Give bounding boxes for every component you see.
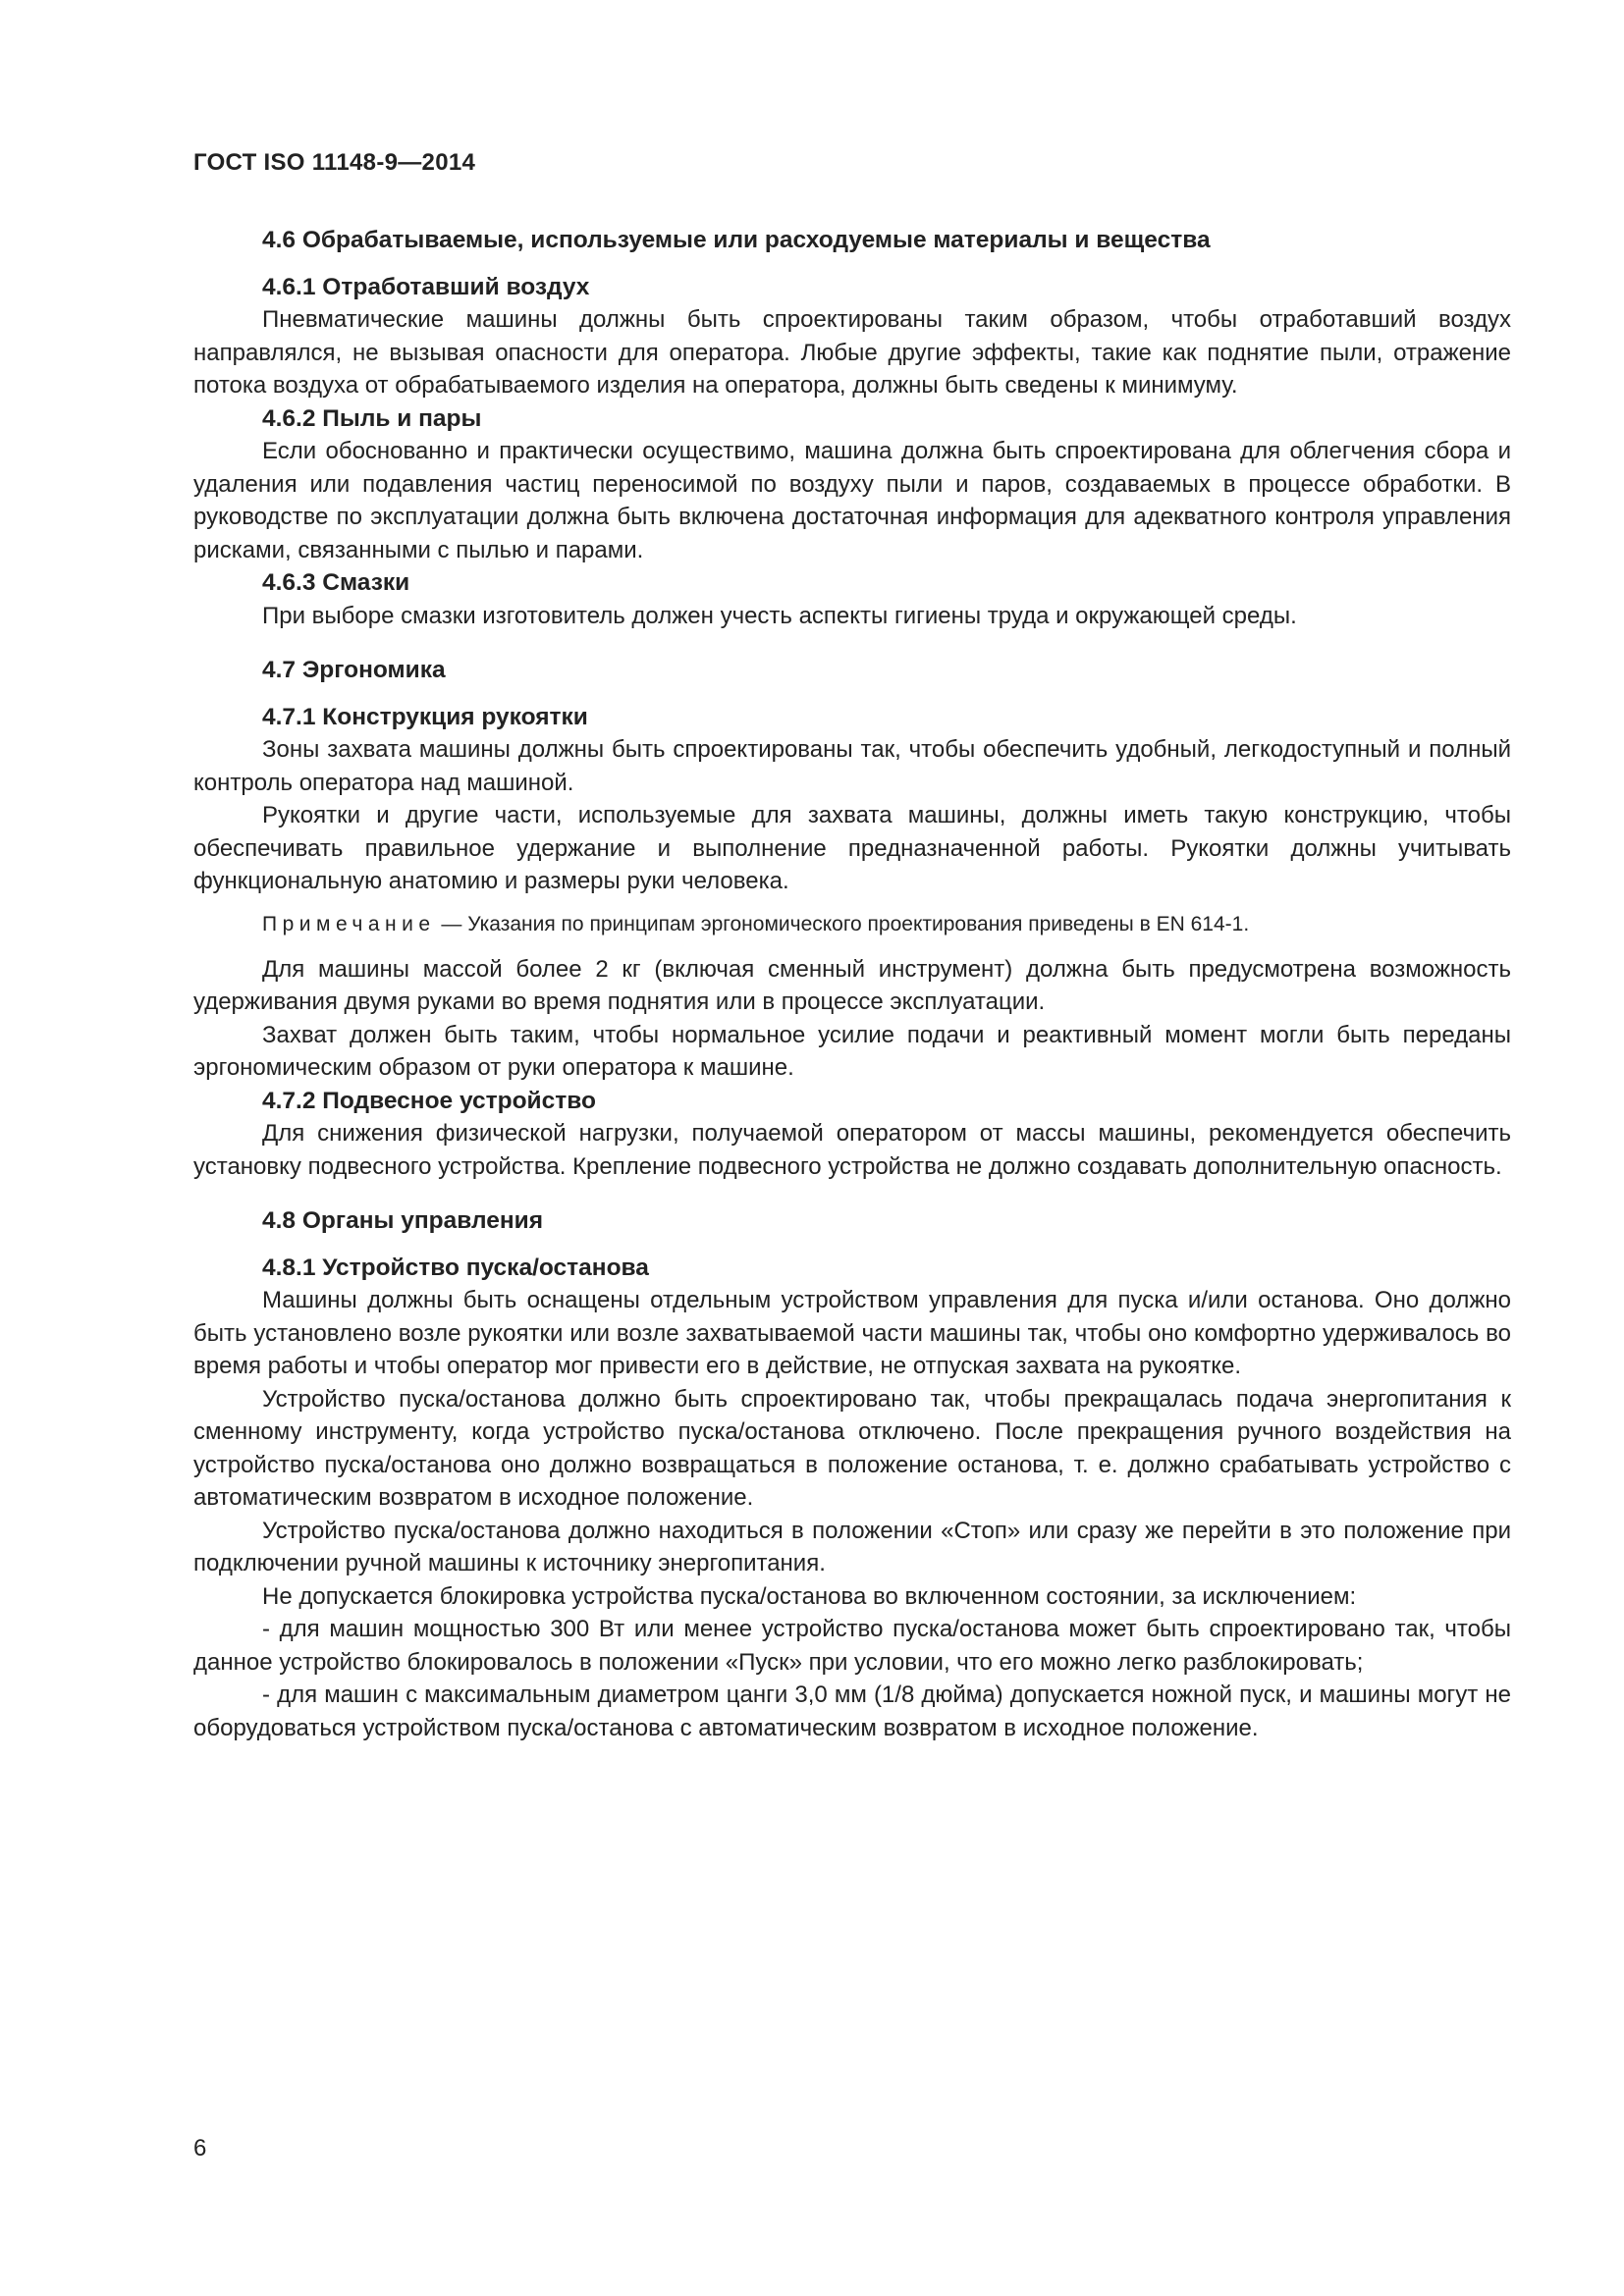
document-header-id: ГОСТ ISO 11148-9—2014: [193, 149, 476, 176]
section-4-7-1-paragraph-3: Для машины массой более 2 кг (включая сменный инструмент) должна быть предусмотрена возможность удерживания двумя руками во время поднятия или в процессе эксплуатации.: [193, 955, 1511, 1015]
note-text: — Указания по принципам эргономического проектирования приведены в EN 614-1.: [435, 912, 1250, 935]
section-4-7-1-paragraph-2: Рукоятки и другие части, используемые для захвата машины, должны иметь такую конструкцию, чтобы обеспечивать правильное удержание и выполнение предназначенной работы. Рукоятки должны учитывать функциональную анатомию и размеры руки человека.: [193, 802, 1511, 894]
section-4-7-2-heading: 4.7.2 Подвесное устройство: [262, 1087, 596, 1114]
section-4-6-heading: 4.6 Обрабатываемые, используемые или расходуемые материалы и вещества: [262, 227, 1211, 253]
section-4-7-1-heading: 4.7.1 Конструкция рукоятки: [262, 703, 588, 730]
list-item: - для машин мощностью 300 Вт или менее устройство пуска/останова может быть спроектировано так, чтобы данное устройство блокировалось в положении «Пуск» при условии, что его можно легко разблокировать;: [193, 1616, 1511, 1676]
section-4-6-1-paragraph: Пневматические машины должны быть спроектированы таким образом, чтобы отработавший воздух направлялся, не вызывая опасности для оператора. Любые другие эффекты, такие как поднятие пыли, отражение потока воздуха от обрабатываемого изделия на оператора, должны быть сведены к минимуму.: [193, 306, 1511, 399]
document-body: [193, 224, 1511, 1744]
section-4-6-3-paragraph: При выборе смазки изготовитель должен учесть аспекты гигиены труда и окружающей среды.: [262, 602, 1297, 629]
note-label: Примечание: [262, 912, 436, 935]
section-4-8-1-heading: 4.8.1 Устройство пуска/останова: [262, 1254, 649, 1281]
section-4-7-1-paragraph-4: Захват должен быть таким, чтобы нормальное усилие подачи и реактивный момент могли быть переданы эргономическим образом от руки оператора к машине.: [193, 1021, 1511, 1081]
section-4-8-heading: 4.8 Органы управления: [262, 1207, 544, 1234]
section-4-7-2-paragraph: Для снижения физической нагрузки, получаемой оператором от массы машины, рекомендуется обеспечить установку подвесного устройства. Крепление подвесного устройства не должно создавать дополнительную опасность.: [193, 1120, 1511, 1180]
section-4-8-1-paragraph-3: Устройство пуска/останова должно находиться в положении «Стоп» или сразу же перейти в это положение при подключении ручной машины к источнику энергопитания.: [193, 1517, 1511, 1576]
section-4-6-3-heading: 4.6.3 Смазки: [262, 569, 410, 596]
note: [193, 910, 1511, 939]
section-4-6-1-heading: 4.6.1 Отработавший воздух: [262, 273, 590, 300]
section-4-6-2-heading: 4.6.2 Пыль и пары: [262, 404, 482, 432]
section-4-8-1-paragraph-2: Устройство пуска/останова должно быть спроектировано так, чтобы прекращалась подача энергопитания к сменному инструменту, когда устройство пуска/останова отключено. После прекращения ручного воздействия на устройство пуска/останова оно должно возвращаться в положение останова, т. е. должно срабатывать устройство с автоматическим возвратом в исходное положение.: [193, 1385, 1511, 1511]
section-4-7-1-paragraph-1: Зоны захвата машины должны быть спроектированы так, чтобы обеспечить удобный, легкодоступный и полный контроль оператора над машиной.: [193, 736, 1511, 796]
section-4-6-2-paragraph: Если обоснованно и практически осуществимо, машина должна быть спроектирована для облегчения сбора и удаления или подавления частиц переносимой по воздуху пыли и паров, создаваемых в процессе обработки. В руководстве по эксплуатации должна быть включена достаточная информация для адекватного контроля управления рисками, связанными с пылью и парами.: [193, 438, 1511, 563]
section-4-8-1-paragraph-1: Машины должны быть оснащены отдельным устройством управления для пуска и/или останова. Оно должно быть установлено возле рукоятки или возле захватываемой части машины так, чтобы оно комфортно удерживалось во время работы и чтобы оператор мог привести его в действие, не отпуская захвата на рукоятке.: [193, 1287, 1511, 1379]
section-4-8-1-paragraph-4: Не допускается блокировка устройства пуска/останова во включенном состоянии, за исключением:: [262, 1582, 1357, 1610]
page-number: 6: [193, 2135, 207, 2162]
list-item: - для машин с максимальным диаметром цанги 3,0 мм (1/8 дюйма) допускается ножной пуск, и машины могут не оборудоваться устройством пуска/останова с автоматическим возвратом в исходное положение.: [193, 1682, 1511, 1741]
section-4-7-heading: 4.7 Эргономика: [262, 657, 446, 683]
